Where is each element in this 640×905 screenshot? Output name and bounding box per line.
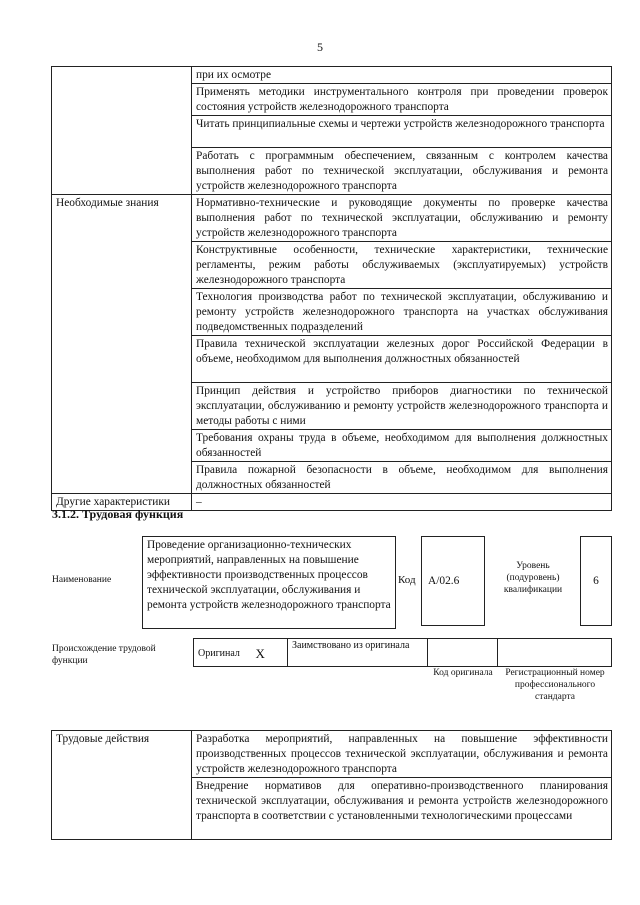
table-row xyxy=(194,639,612,667)
skill-cell: при их осмотре xyxy=(192,67,612,84)
other-value: – xyxy=(192,494,612,511)
code-label: Код xyxy=(398,574,416,586)
knowledge-cell: Конструктивные особенности, технические характеристики, технические регламенты, режим работы обслуживаемых (эксплуатируемых) устройств железнодорожного транспорта xyxy=(192,242,612,289)
other-label: Другие характеристики xyxy=(52,494,192,511)
name-label: Наименование xyxy=(52,575,112,585)
borrowed-label: Заимствовано из оригинала xyxy=(288,639,428,667)
skill-cell: Читать принципиальные схемы и чертежи устройств железнодорожного транспорта xyxy=(192,116,612,148)
knowledge-cell: Нормативно-технические и руководящие документы по проверке качества выполнения работ по технической эксплуатации, обслуживанию и ремонту устройств железнодорожного транспорта xyxy=(192,195,612,242)
page-number: 5 xyxy=(317,40,323,54)
origin-table xyxy=(193,638,612,667)
original-label: Оригинал xyxy=(194,639,252,667)
origin-label: Происхождение трудовой функции xyxy=(52,644,156,666)
knowledge-label: Необходимые знания xyxy=(52,195,192,494)
table-row xyxy=(52,195,612,242)
level-box: 6 xyxy=(580,536,612,626)
labor-actions-table xyxy=(51,730,612,840)
knowledge-cell: Технология производства работ по технической эксплуатации, обслуживанию и ремонту устройств железнодорожного транспорта на участках обслуживания подведомственных подразделений xyxy=(192,289,612,336)
section-title: 3.1.2. Трудовая функция xyxy=(52,507,184,521)
skill-cell: Применять методики инструментального контроля при проведении проверок состояния устройств железнодорожного транспорта xyxy=(192,84,612,116)
code-box: A/02.6 xyxy=(421,536,485,626)
reg-number-cell xyxy=(498,639,612,667)
knowledge-cell: Принцип действия и устройство приборов диагностики по технической эксплуатации, обслуживанию и ремонту устройств железнодорожного транспорта и методы работы с ними xyxy=(192,383,612,430)
skill-cell: Работать с программным обеспечением, связанным с контролем качества выполнения работ по технической эксплуатации, обслуживания и ремонта устройств железнодорожного транспорта xyxy=(192,148,612,195)
knowledge-cell: Требования охраны труда в объеме, необходимом для выполнения должностных обязанностей xyxy=(192,430,612,462)
code-original-caption: Код оригинала xyxy=(433,668,493,678)
reg-number-caption: Регистрационный номер профессионального стандарта xyxy=(505,668,605,702)
action-cell: Внедрение нормативов для оперативно-производственного планирования технической эксплуатации, обслуживания и ремонта устройств железнодорожного транспорта в соответствии с установленными технологическими процессами xyxy=(192,778,612,840)
knowledge-cell: Правила пожарной безопасности в объеме, необходимом для выполнения должностных обязанностей xyxy=(192,462,612,494)
table-row xyxy=(52,731,612,778)
knowledge-cell: Правила технической эксплуатации железных дорог Российской Федерации в объеме, необходимом для выполнения должностных обязанностей xyxy=(192,336,612,383)
table-row xyxy=(52,67,612,84)
function-name-box: Проведение организационно-технических мероприятий, направленных на повышение эффективности производственных процессов технической эксплуатации, обслуживания и ремонта устройств железнодорожного транспорта xyxy=(142,536,396,629)
action-cell: Разработка мероприятий, направленных на повышение эффективности производственных процессов технической эксплуатации, обслуживания и ремонта устройств железнодорожного транспорта xyxy=(192,731,612,778)
actions-label: Трудовые действия xyxy=(52,731,192,840)
original-mark: X xyxy=(252,639,288,667)
skills-label-cell xyxy=(52,67,192,195)
skills-knowledge-table xyxy=(51,66,612,511)
code-original-cell xyxy=(428,639,498,667)
level-label: Уровень (подуровень) квалификации xyxy=(503,561,563,595)
